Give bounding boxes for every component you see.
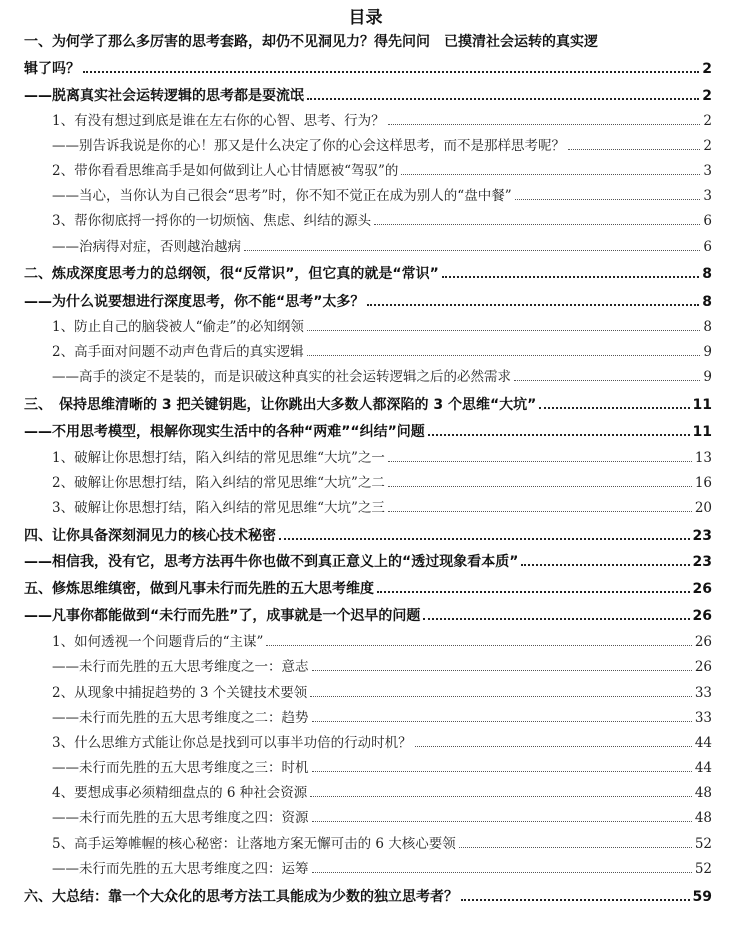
toc-entry-text: 3、帮你彻底捋一捋你的一切烦恼、焦虑、纠结的源头 — [52, 213, 372, 229]
page-number: 9 — [703, 344, 712, 360]
toc-entry-text: ——未行而先胜的五大思考维度之四：资源 — [52, 810, 309, 826]
toc-entry[interactable] — [24, 60, 712, 78]
page-number: 33 — [694, 685, 712, 701]
toc-entry[interactable] — [52, 684, 712, 702]
dot-leader — [367, 304, 699, 306]
toc-entry-text: 二、炼成深度思考力的总纲领，很“反常识”，但它真的就是“常识” — [24, 266, 439, 282]
dot-leader — [266, 645, 691, 646]
page-number: 8 — [702, 294, 712, 310]
toc-entry[interactable] — [52, 835, 712, 853]
toc-entry-text: ——当心，当你认为自己很会“思考”时，你不知不觉正在成为别人的“盘中餐” — [52, 188, 512, 204]
toc-entry-text: 2、带你看看思维高手是如何做到让人心甘情愿被“驾驭”的 — [52, 163, 399, 179]
toc-entry[interactable] — [24, 607, 712, 625]
dot-leader — [307, 355, 701, 356]
toc-entry-text: 3、什么思维方式能让你总是找到可以事半功倍的行动时机？ — [52, 735, 412, 751]
toc-entry[interactable] — [52, 759, 712, 777]
toc-entry-text: 2、高手面对问题不动声色背后的真实逻辑 — [52, 344, 304, 360]
page-number: 11 — [692, 424, 712, 440]
toc-entry-text: 3、破解让你思想打结，陷入纠结的常见思维“大坑”之三 — [52, 500, 385, 516]
toc-entry[interactable] — [52, 162, 712, 180]
toc-entry-text: ——治病得对症，否则越治越病 — [52, 239, 241, 255]
dot-leader — [459, 847, 692, 848]
page-number: 26 — [692, 581, 712, 597]
dot-leader — [307, 330, 701, 331]
page-number: 6 — [703, 213, 712, 229]
toc-entry[interactable] — [24, 888, 712, 906]
dot-leader — [515, 199, 701, 200]
toc-entry[interactable] — [52, 784, 712, 802]
toc-entry[interactable] — [24, 553, 712, 571]
toc-entry-text: 辑了吗？ — [24, 61, 80, 77]
toc-entry-text: 四、让你具备深刻洞见力的核心技术秘密 — [24, 528, 276, 544]
page-number: 48 — [694, 785, 712, 801]
dot-leader — [388, 124, 701, 125]
dot-leader — [521, 564, 689, 566]
dot-leader — [401, 174, 700, 175]
dot-leader — [388, 486, 692, 487]
toc-entry-text: ——高手的淡定不是装的，而是识破这种真实的社会运转逻辑之后的必然需求 — [52, 369, 511, 385]
toc-entry-text: ——未行而先胜的五大思考维度之一：意志 — [52, 659, 309, 675]
toc-entry-text: 六、大总结：靠一个大众化的思考方法工具能成为少数的独立思考者？ — [24, 889, 458, 905]
page-number: 3 — [703, 188, 712, 204]
toc-entry[interactable] — [52, 809, 712, 827]
page-number: 2 — [702, 88, 712, 104]
dot-leader — [312, 670, 692, 671]
page-number: 48 — [694, 810, 712, 826]
page-number: 23 — [692, 554, 712, 570]
page-number: 3 — [703, 163, 712, 179]
page-number: 11 — [692, 397, 712, 413]
toc-entry[interactable] — [52, 474, 712, 492]
toc-entry[interactable] — [24, 293, 712, 311]
dot-leader — [279, 538, 690, 540]
page-number: 52 — [694, 861, 712, 877]
toc-entry[interactable] — [52, 633, 712, 651]
toc-entry-text: ——未行而先胜的五大思考维度之三：时机 — [52, 760, 309, 776]
toc-title: 目录 — [348, 8, 383, 28]
toc-entry[interactable] — [24, 396, 712, 414]
page-number: 2 — [703, 113, 712, 129]
toc-entry-text: 2、破解让你思想打结，陷入纠结的常见思维“大坑”之二 — [52, 475, 385, 491]
toc-entry-text: ——不用思考模型，根解你现实生活中的各种“两难”“纠结”问题 — [24, 424, 425, 440]
page-number: 52 — [694, 836, 712, 852]
toc-entry-text: 1、防止自己的脑袋被人“偷走”的必知纲领 — [52, 319, 304, 335]
toc-entry[interactable] — [24, 580, 712, 598]
toc-entry[interactable] — [24, 527, 712, 545]
toc-entry[interactable] — [52, 449, 712, 467]
dot-leader — [415, 746, 692, 747]
page-number: 13 — [694, 450, 712, 466]
page-number: 8 — [702, 266, 712, 282]
toc-entry-text: 4、要想成事必须精细盘点的 6 种社会资源 — [52, 785, 308, 801]
toc-entry[interactable] — [24, 265, 712, 283]
dot-leader — [428, 434, 690, 436]
toc-entry[interactable] — [52, 318, 712, 336]
toc-entry[interactable] — [52, 368, 712, 386]
page-number: 6 — [703, 239, 712, 255]
page-number: 16 — [694, 475, 712, 491]
dot-leader — [568, 149, 700, 150]
page-number: 33 — [694, 710, 712, 726]
toc-entry[interactable] — [24, 87, 712, 105]
toc-entry-text: ——凡事你都能做到“未行而先胜”了，成事就是一个迟早的问题 — [24, 608, 421, 624]
toc-entry-text: ——别告诉我说是你的心！那又是什么决定了你的心会这样思考，而不是那样思考呢？ — [52, 138, 565, 154]
toc-entry[interactable] — [52, 658, 712, 676]
page-number: 44 — [694, 735, 712, 751]
toc-entry-text: ——未行而先胜的五大思考维度之二：趋势 — [52, 710, 309, 726]
toc-entry-text: 5、高手运筹帷幄的核心秘密：让落地方案无懈可击的 6 大核心要领 — [52, 836, 456, 852]
toc-entry-text: ——脱离真实社会运转逻辑的思考都是耍流氓 — [24, 88, 304, 104]
toc-entry-text: 五、修炼思维缜密，做到凡事未行而先胜的五大思考维度 — [24, 581, 374, 597]
dot-leader — [442, 276, 699, 278]
page-number: 59 — [692, 889, 712, 905]
toc-entry[interactable] — [52, 343, 712, 361]
dot-leader — [312, 771, 692, 772]
toc-entry-text: ——为什么说要想进行深度思考，你不能“思考”太多？ — [24, 294, 365, 310]
toc-entry-text-line[interactable]: 一、为何学了那么多厉害的思考套路，却仍不见洞见力？得先问问 已摸清社会运转的真实逻 — [24, 34, 598, 50]
dot-leader — [374, 224, 700, 225]
toc-entry[interactable] — [52, 212, 712, 230]
toc-entry[interactable] — [52, 187, 712, 205]
page-number: 20 — [694, 500, 712, 516]
toc-entry-text: 1、如何透视一个问题背后的“主谋” — [52, 634, 264, 650]
toc-entry[interactable] — [24, 423, 712, 441]
toc-entry-text: 1、有没有想过到底是谁在左右你的心智、思考、行为？ — [52, 113, 385, 129]
dot-leader — [388, 461, 692, 462]
dot-leader — [244, 250, 700, 251]
dot-leader — [312, 872, 692, 873]
toc-entry-text: 三、 保持思维清晰的 3 把关键钥匙，让你跳出大多数人都深陷的 3 个思维“大坑” — [24, 397, 537, 413]
toc-entry[interactable] — [52, 112, 712, 130]
dot-leader — [312, 821, 692, 822]
toc-entry-text: 2、从现象中捕捉趋势的 3 个关键技术要领 — [52, 685, 308, 701]
toc-entry-text: ——未行而先胜的五大思考维度之四：运筹 — [52, 861, 309, 877]
page-number: 9 — [703, 369, 712, 385]
page-number: 26 — [692, 608, 712, 624]
dot-leader — [423, 618, 689, 620]
toc-entry[interactable] — [52, 734, 712, 752]
dot-leader — [83, 71, 699, 73]
toc-entry[interactable] — [52, 860, 712, 878]
toc-entry-text: 1、破解让你思想打结，陷入纠结的常见思维“大坑”之一 — [52, 450, 385, 466]
toc-entry[interactable] — [52, 709, 712, 727]
toc-entry[interactable] — [52, 238, 712, 256]
page-number: 44 — [694, 760, 712, 776]
dot-leader — [514, 380, 700, 381]
page-number: 8 — [703, 319, 712, 335]
dot-leader — [388, 511, 692, 512]
dot-leader — [310, 796, 692, 797]
dot-leader — [310, 696, 692, 697]
toc-entry[interactable] — [52, 499, 712, 517]
page-number: 26 — [694, 634, 712, 650]
page-number: 2 — [702, 61, 712, 77]
dot-leader — [312, 721, 692, 722]
dot-leader — [377, 591, 690, 593]
toc-entry[interactable] — [52, 137, 712, 155]
page-number: 23 — [692, 528, 712, 544]
page-number: 2 — [703, 138, 712, 154]
page-number: 26 — [694, 659, 712, 675]
dot-leader — [307, 98, 699, 100]
dot-leader — [539, 407, 689, 409]
toc-entry-text: ——相信我，没有它，思考方法再牛你也做不到真正意义上的“透过现象看本质” — [24, 554, 519, 570]
dot-leader — [461, 899, 690, 901]
